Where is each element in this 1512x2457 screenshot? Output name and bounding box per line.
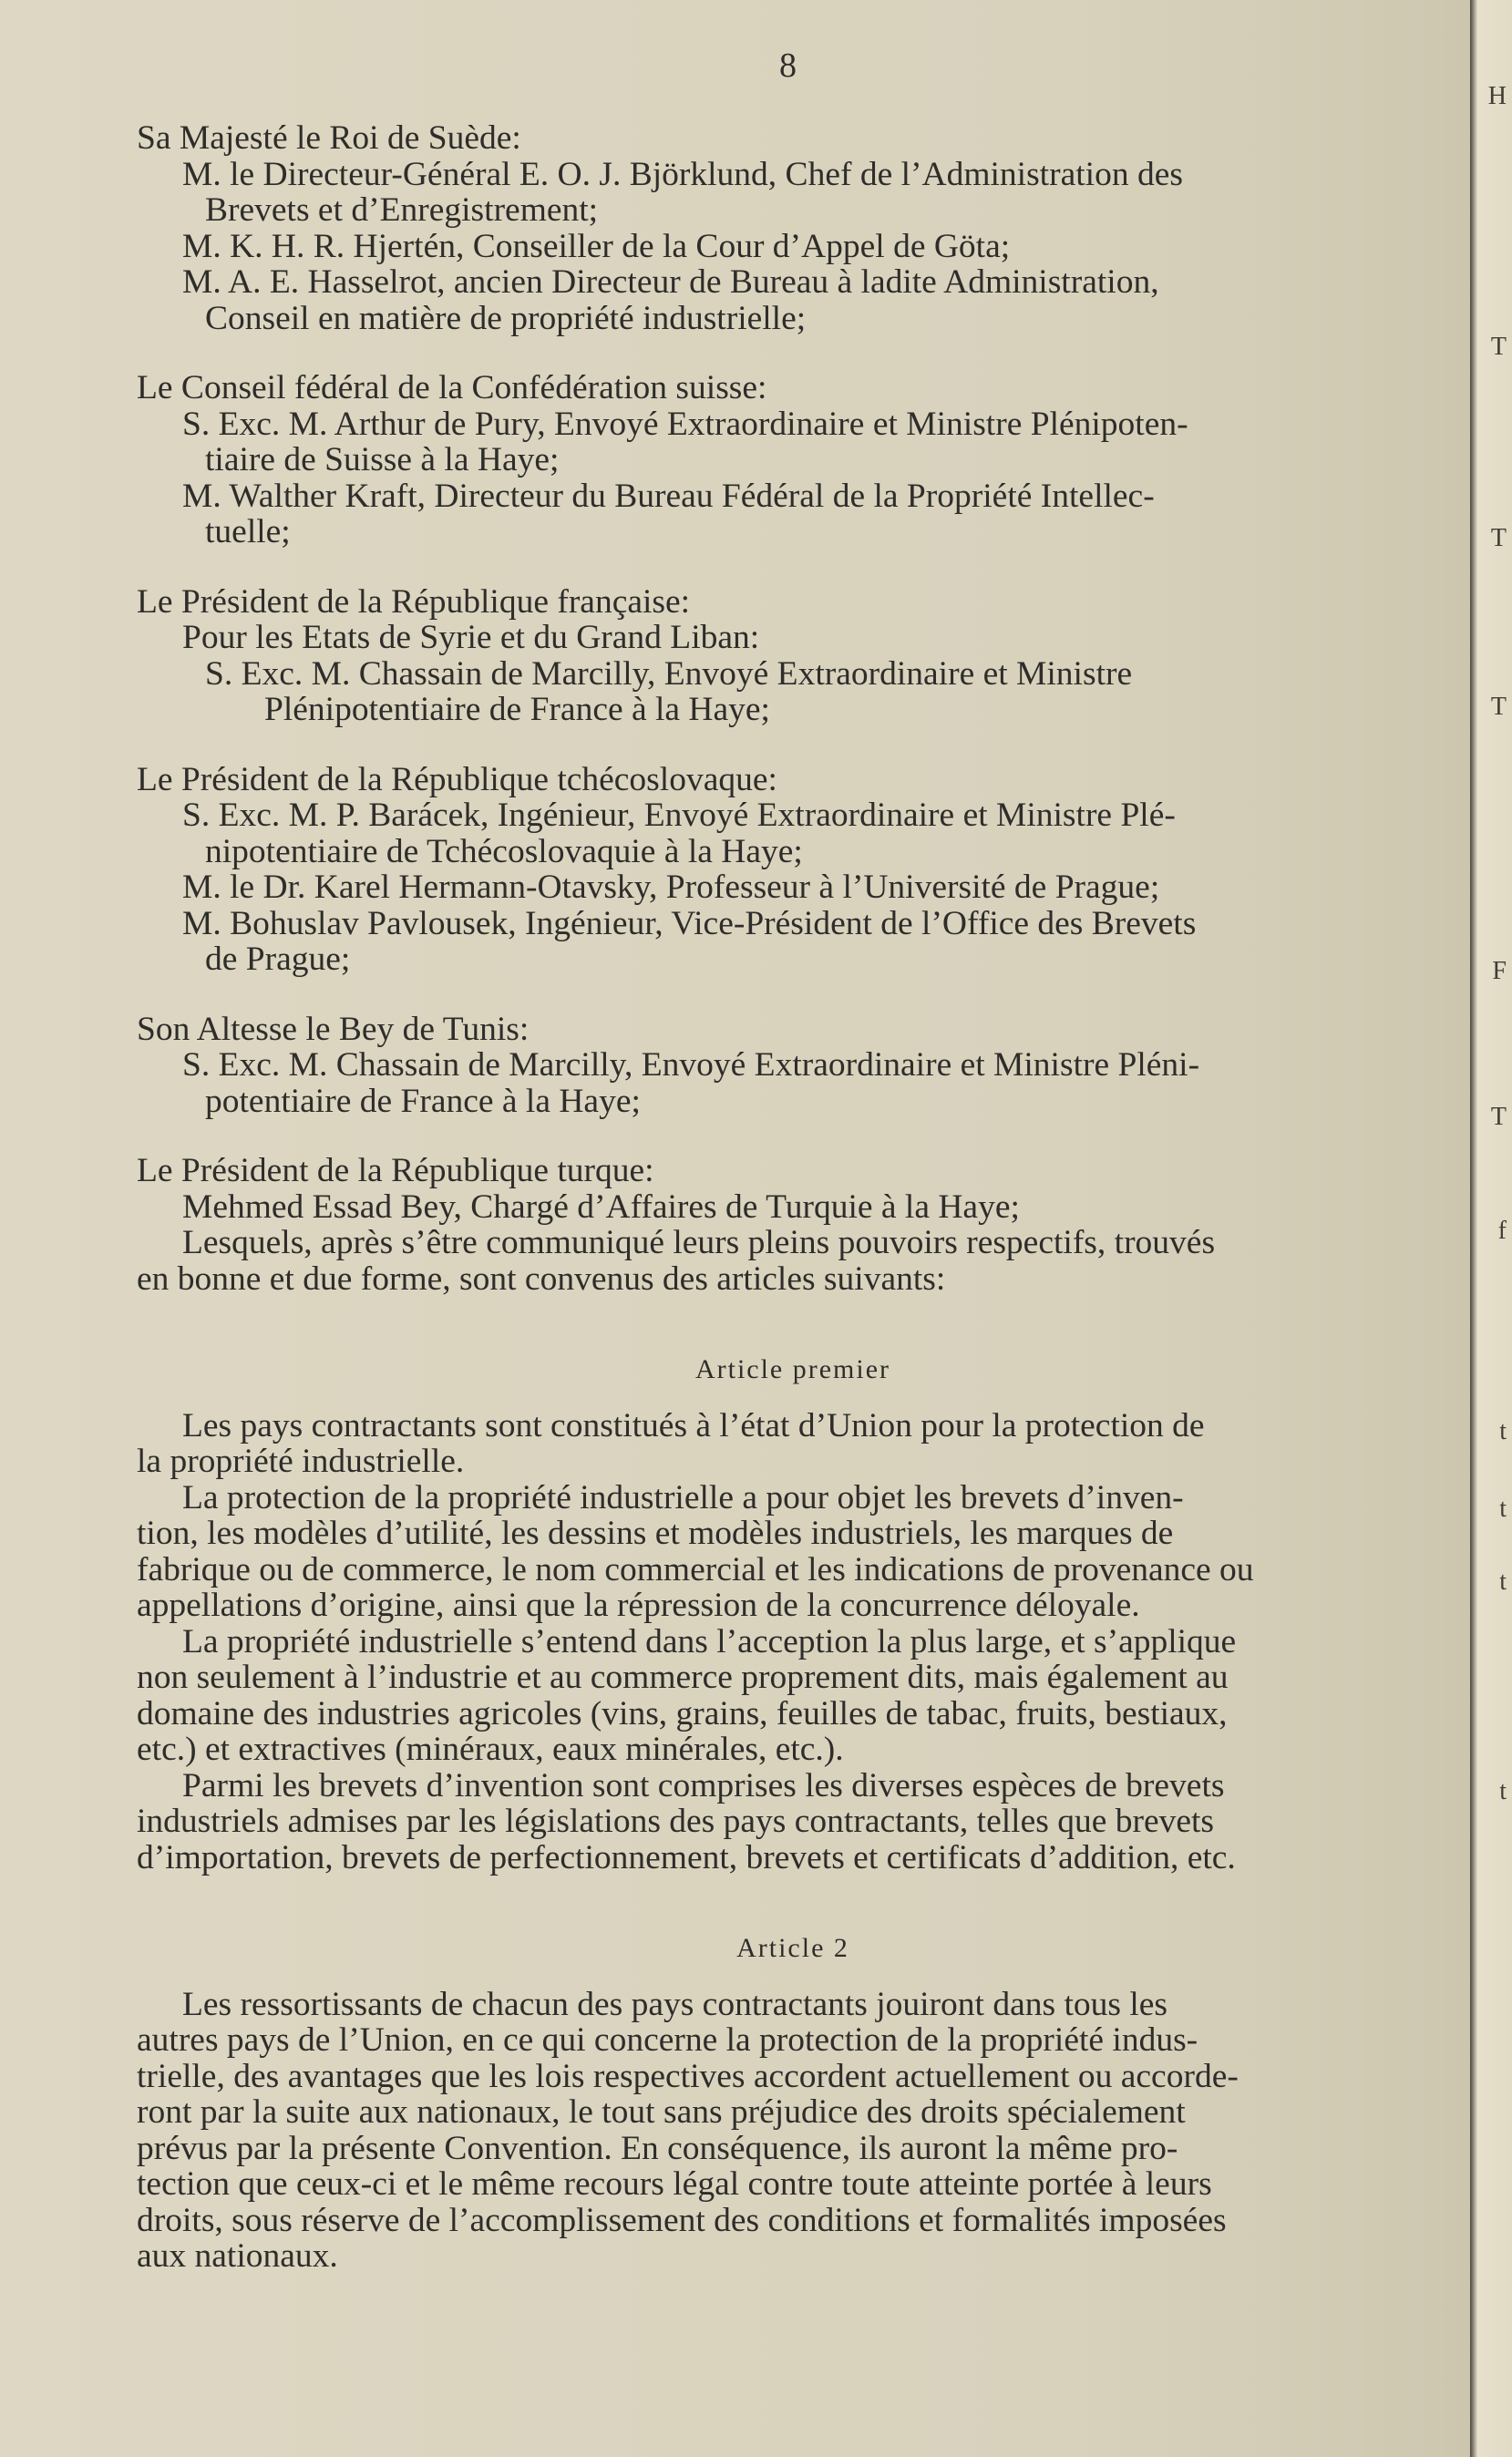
- party-line: S. Exc. M. Chassain de Marcilly, Envoyé Extraordinaire et Ministre Pléni-: [182, 1046, 1200, 1084]
- edge-letter: T: [1490, 1103, 1507, 1131]
- party-heading: Le Président de la République turque:: [137, 1152, 654, 1189]
- article-line: trielle, des avantages que les lois respectives accordent actuellement ou accorde-: [137, 2057, 1239, 2095]
- party-line: en bonne et due forme, sont convenus des articles suivants:: [137, 1259, 946, 1298]
- article-line: La propriété industrielle s’entend dans l’acception la plus large, et s’applique: [182, 1622, 1237, 1660]
- party-line: M. K. H. R. Hjertén, Conseiller de la Cour d’Appel de Göta;: [182, 227, 1011, 265]
- edge-letter: t: [1499, 1777, 1507, 1805]
- party-line: S. Exc. M. Chassain de Marcilly, Envoyé Extraordinaire et Ministre: [205, 654, 1133, 693]
- article-line: Les pays contractants sont constitués à l’état d’Union pour la protection de: [182, 1406, 1205, 1444]
- article-line: non seulement à l’industrie et au commerce proprement dits, mais également au: [137, 1659, 1229, 1696]
- party-heading: Son Altesse le Bey de Tunis:: [137, 1010, 530, 1048]
- article-line: tion, les modèles d’utilité, les dessins et modèles industriels, les marques de: [137, 1515, 1174, 1552]
- party-line: M. le Directeur-Général E. O. J. Björklund, Chef de l’Administration des: [182, 155, 1183, 193]
- party-line: potentiaire de France à la Haye;: [205, 1082, 641, 1120]
- party-line: S. Exc. M. P. Barácek, Ingénieur, Envoyé Extraordinaire et Ministre Plé-: [182, 797, 1176, 834]
- article-line: etc.) et extractives (minéraux, eaux minérales, etc.).: [137, 1731, 844, 1768]
- party-heading: Le Président de la République tchécoslovaque:: [137, 760, 777, 798]
- edge-letter: f: [1497, 1217, 1507, 1245]
- party-line: Conseil en matière de propriété industrielle;: [205, 299, 807, 337]
- party-line: nipotentiaire de Tchécoslovaquie à la Haye;: [205, 832, 803, 870]
- party-heading: Sa Majesté le Roi de Suède:: [137, 119, 521, 157]
- article-line: appellations d’origine, ainsi que la répression de la concurrence déloyale.: [137, 1587, 1140, 1624]
- article-line: prévus par la présente Convention. En conséquence, ils auront la même pro-: [137, 2129, 1178, 2167]
- article-line: fabrique ou de commerce, le nom commercial et les indications de provenance ou: [137, 1550, 1254, 1588]
- article-line: aux nationaux.: [137, 2237, 338, 2275]
- edge-letter: t: [1499, 1495, 1507, 1523]
- edge-letter: t: [1499, 1568, 1507, 1596]
- edge-letter: F: [1492, 957, 1507, 985]
- party-line: M. Walther Kraft, Directeur du Bureau Fédéral de la Propriété Intellec-: [182, 477, 1155, 515]
- party-line: Plénipotentiaire de France à la Haye;: [264, 691, 770, 728]
- party-line: de Prague;: [205, 941, 351, 978]
- party-line: S. Exc. M. Arthur de Pury, Envoyé Extraordinaire et Ministre Plénipoten-: [182, 405, 1188, 443]
- article-line: tection que ceux-ci et le même recours légal contre toute atteinte portée à leurs: [137, 2165, 1212, 2203]
- article-line: Parmi les brevets d’invention sont comprises les diverses espèces de brevets: [182, 1766, 1225, 1804]
- party-heading: Le Conseil fédéral de la Confédération suisse:: [137, 369, 767, 406]
- article-line: d’importation, brevets de perfectionnement, brevets et certificats d’addition, etc.: [137, 1838, 1236, 1876]
- article-line: La protection de la propriété industrielle a pour objet les brevets d’inven-: [182, 1478, 1184, 1516]
- adjacent-page-edge: [1470, 0, 1512, 2457]
- party-line: Lesquels, après s’être communiqué leurs pleins pouvoirs respectifs, trouvés: [182, 1224, 1216, 1261]
- article-heading: Article 2: [736, 1933, 849, 1963]
- edge-letter: T: [1490, 333, 1507, 361]
- edge-letter: T: [1490, 524, 1507, 552]
- article-heading: Article premier: [694, 1354, 891, 1384]
- article-line: droits, sous réserve de l’accomplissement des conditions et formalités imposées: [137, 2201, 1227, 2239]
- edge-letter: T: [1490, 693, 1507, 721]
- article-line: autres pays de l’Union, en ce qui concerne la protection de la propriété indus-: [137, 2021, 1198, 2059]
- party-line: Mehmed Essad Bey, Chargé d’Affaires de Turquie à la Haye;: [182, 1187, 1020, 1226]
- party-line: tuelle;: [205, 513, 291, 550]
- article-line: domaine des industries agricoles (vins, grains, feuilles de tabac, fruits, bestiaux,: [137, 1694, 1228, 1732]
- page-number: 8: [779, 46, 797, 85]
- article-line: la propriété industrielle.: [137, 1443, 465, 1480]
- document-body: [137, 120, 1449, 2275]
- party-heading: Le Président de la République française:: [137, 582, 691, 621]
- article-line: Les ressortissants de chacun des pays contractants jouiront dans tous les: [182, 1985, 1167, 2023]
- party-line: tiaire de Suisse à la Haye;: [205, 441, 560, 478]
- party-line: M. A. E. Hasselrot, ancien Directeur de Bureau à ladite Administration,: [182, 263, 1159, 301]
- edge-letter: t: [1499, 1417, 1507, 1445]
- party-line: Pour les Etats de Syrie et du Grand Liban:: [182, 619, 760, 656]
- article-line: ront par la suite aux nationaux, le tout sans préjudice des droits spécialement: [137, 2093, 1186, 2131]
- party-line: Brevets et d’Enregistrement;: [205, 191, 599, 229]
- party-line: M. le Dr. Karel Hermann-Otavsky, Professeur à l’Université de Prague;: [182, 869, 1160, 906]
- edge-letter: H: [1487, 82, 1507, 110]
- party-line: M. Bohuslav Pavlousek, Ingénieur, Vice-Président de l’Office des Brevets: [182, 904, 1197, 942]
- article-line: industriels admises par les législations des pays contractants, telles que brevets: [137, 1803, 1215, 1840]
